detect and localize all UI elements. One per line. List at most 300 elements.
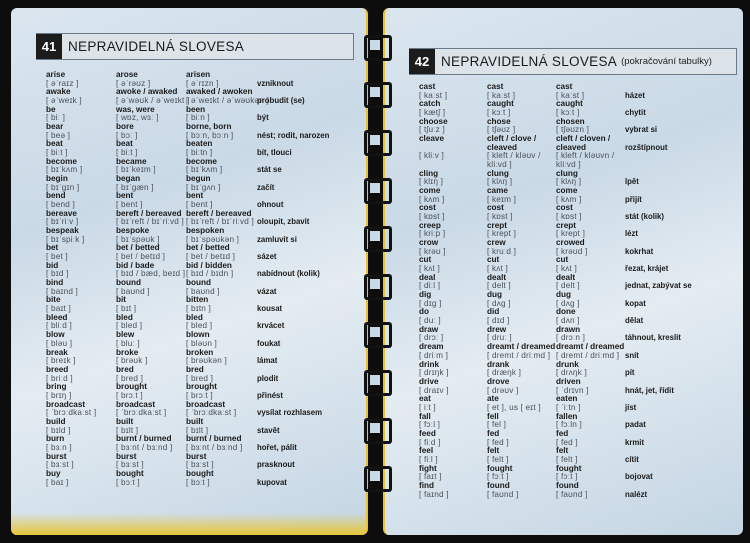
verb-form: bound — [186, 278, 212, 288]
pronunciation: [ fed ] — [487, 437, 509, 447]
pronunciation: [ bɪˈriːv ] — [46, 217, 79, 227]
page-title: NEPRAVIDELNÁ SLOVESA — [441, 54, 618, 69]
pronunciation: [ kʌt ] — [487, 264, 508, 274]
verb-form: clung — [556, 168, 578, 178]
pronunciation: [ kʌm ] — [556, 194, 582, 204]
spiral-ring — [362, 368, 390, 394]
verb-form: feed — [419, 428, 436, 438]
spiral-ring — [362, 224, 390, 250]
verb-form: dreamt / dreamed — [556, 342, 625, 352]
verb-form: cost — [556, 203, 573, 213]
translation: zamluvit si — [257, 234, 297, 244]
verb-form: bid / bade — [116, 260, 155, 270]
verb-form: eat — [419, 394, 431, 404]
spiral-ring — [362, 128, 390, 154]
verb-form: bid — [46, 260, 59, 270]
verb-form: broadcast — [46, 399, 86, 409]
verb-form: cast — [487, 82, 504, 91]
pronunciation: [ bɔːt ] — [116, 477, 140, 487]
pronunciation: [ diːl ] — [419, 281, 441, 291]
verb-form: brought — [186, 382, 217, 392]
translation: vybrat si — [625, 125, 658, 135]
pronunciation: [ bɪt ] — [116, 304, 137, 314]
verb-form: bring — [46, 382, 67, 392]
translation: hnát, jet, řídit — [625, 385, 674, 395]
verb-form: cast — [419, 82, 436, 91]
past-column — [116, 71, 189, 487]
pronunciation: [ kleft / kləʊv / — [487, 151, 541, 161]
verb-form: do — [419, 307, 430, 317]
translation: pít — [625, 368, 635, 378]
pronunciation: [ tʃəʊz ] — [487, 125, 516, 135]
pronunciation: [ drɔːn ] — [556, 333, 586, 343]
pronunciation: [ bɪˈgɪn ] — [46, 182, 80, 192]
pronunciation: [ bɪˈkʌm ] — [46, 165, 83, 175]
verb-form: dreamt / dreamed — [487, 342, 556, 352]
translation: cítit — [625, 454, 639, 464]
verb-form: dig — [419, 290, 432, 300]
spiral-ring — [362, 33, 390, 59]
verb-form: arise — [46, 70, 66, 79]
past-column — [487, 83, 555, 499]
verb-form: blown — [186, 330, 210, 340]
pronunciation: [ kaːst ] — [487, 90, 516, 100]
pronunciation: [ fel ] — [487, 420, 507, 430]
verb-form: fell — [487, 411, 499, 421]
pronunciation: [ kɒst ] — [419, 212, 445, 222]
verb-form: bet / betted — [186, 243, 230, 253]
verb-form: brought — [116, 382, 147, 392]
verb-form: burn — [46, 434, 65, 444]
spiral-ring — [362, 80, 390, 106]
pronunciation: [ kriːp ] — [419, 229, 446, 239]
verb-form: chose — [487, 116, 511, 126]
pronunciation: [ beə ] — [46, 130, 71, 140]
verb-form: felt — [487, 446, 500, 456]
pronunciation: [ biːtn ] — [186, 148, 213, 158]
pronunciation: [ bend ] — [46, 200, 75, 210]
pronunciation: [ fiːd ] — [419, 437, 441, 447]
page-number: 42 — [409, 49, 435, 74]
translation: přijít — [625, 194, 642, 204]
verb-form: bent — [116, 191, 134, 201]
pronunciation: [ wɒz, wɜː ] — [116, 113, 159, 123]
verb-form: began — [116, 174, 141, 184]
verb-form: dug — [487, 290, 503, 300]
pronunciation: [ əˈrɪzn ] — [186, 78, 219, 88]
verb-form: found — [487, 480, 510, 490]
pronunciation: [ dremt / driːmd ] — [556, 350, 620, 360]
participle-column — [556, 83, 624, 499]
verb-form: bespoke — [116, 226, 150, 236]
verb-form: dealt — [556, 272, 576, 282]
verb-form: fallen — [556, 411, 578, 421]
translation: nalézt — [625, 489, 648, 499]
translation: krvácet — [257, 321, 285, 331]
pronunciation: [ bɪˈspəʊk ] — [116, 234, 160, 244]
verb-form: bred — [186, 364, 204, 374]
pronunciation: [ bred ] — [186, 373, 214, 383]
verb-form: cut — [487, 255, 500, 265]
verb-form: burnt / burned — [116, 434, 172, 444]
pronunciation: [ fɔːln ] — [556, 420, 582, 430]
translation: oloupit, zbavit — [257, 217, 310, 227]
verb-form: cast — [556, 82, 573, 91]
pronunciation: [ kɔːt ] — [487, 108, 511, 118]
verb-form: creep — [419, 220, 441, 230]
translation: kokrhat — [625, 246, 654, 256]
translation: jednat, zabývat se — [625, 281, 692, 291]
pronunciation: [ bɜːn ] — [46, 442, 72, 452]
translation: nést; rodit, narozen — [257, 130, 330, 140]
verb-form: crow — [419, 238, 439, 248]
verb-form: cut — [419, 255, 432, 265]
verb-form: bought — [186, 468, 214, 478]
pronunciation: [ druː ] — [487, 333, 512, 343]
verb-form: came — [487, 186, 508, 196]
pronunciation: [ drɔː ] — [419, 333, 444, 343]
pronunciation: [ brɔːt ] — [186, 390, 213, 400]
verb-form: broadcast — [116, 399, 156, 409]
pronunciation: [ bet / betɪd ] — [186, 252, 236, 262]
verb-form: cost — [487, 203, 504, 213]
verb-form: bound — [116, 278, 142, 288]
verb-form: crept — [556, 220, 577, 230]
verb-form: done — [556, 307, 576, 317]
right-page — [383, 8, 743, 535]
pronunciation: [ klɪŋ ] — [419, 177, 444, 187]
infinitive-column — [419, 83, 449, 499]
pronunciation: [ bɜːnt / bɜːnd ] — [116, 442, 173, 452]
pronunciation: [ fɔːl ] — [419, 420, 441, 430]
pronunciation: [ fɔːt ] — [556, 472, 578, 482]
verb-form: bereft / bereaved — [116, 208, 182, 218]
verb-form: chosen — [556, 116, 585, 126]
pronunciation: [ kruːd ] — [487, 246, 517, 256]
verb-form: feel — [419, 446, 434, 456]
verb-form: did — [487, 307, 500, 317]
pronunciation: [ bɔːt ] — [186, 477, 210, 487]
pronunciation: [ bɪld ] — [46, 425, 71, 435]
pronunciation: [ kliːv ] — [419, 151, 444, 161]
pronunciation: [ bɪd / bɪdn ] — [186, 269, 234, 279]
pronunciation: [ fiːl ] — [419, 454, 438, 464]
verb-form: fought — [487, 463, 513, 473]
translation: vysílat rozhlasem — [257, 408, 323, 418]
translation: stavět — [257, 425, 280, 435]
verb-form: breed — [46, 364, 69, 374]
verb-form: felt — [556, 446, 569, 456]
pronunciation: [ dræŋk ] — [487, 368, 522, 378]
pronunciation: [ əˈraɪz ] — [46, 78, 79, 88]
verb-form: blew — [116, 330, 135, 340]
pronunciation: [ drʌŋk ] — [556, 368, 587, 378]
verb-form: built — [116, 416, 134, 426]
verb-form: find — [419, 480, 435, 490]
pronunciation: [ fɔːt ] — [487, 472, 509, 482]
pronunciation: [ bɪd / bæd, beɪd ] — [116, 269, 186, 279]
pronunciation: [ əˈweɪk ] — [46, 96, 82, 106]
pronunciation: [ kɒst ] — [487, 212, 513, 222]
translation: táhnout, kreslit — [625, 333, 681, 343]
pronunciation: [ ˈiːtn ] — [556, 402, 581, 412]
verb-form: become — [186, 156, 217, 166]
pronunciation: [ drəʊv ] — [487, 385, 519, 395]
pronunciation: [ keɪm ] — [487, 194, 517, 204]
verb-form: driven — [556, 376, 581, 386]
translation: vzniknout — [257, 78, 294, 88]
pronunciation: [ bɪˈkeɪm ] — [116, 165, 156, 175]
pronunciation: [ bet ] — [46, 252, 68, 262]
verb-form: come — [556, 186, 578, 196]
pronunciation: [ krept ] — [556, 229, 586, 239]
translation: být — [257, 113, 269, 123]
left-page — [11, 8, 368, 535]
pronunciation: [ faʊnd ] — [556, 489, 588, 499]
verb-form: dream — [419, 342, 444, 352]
pronunciation: [ driːm ] — [419, 350, 449, 360]
pronunciation: [ bləʊ ] — [46, 338, 73, 348]
pronunciation: [ bɔːn, bɔːn ] — [186, 130, 234, 140]
pronunciation: [ biːn ] — [186, 113, 210, 123]
pronunciation: [ dʌn ] — [556, 316, 580, 326]
verb-form: buy — [46, 468, 61, 478]
verb-form: catch — [419, 99, 441, 109]
verb-form: bind — [46, 278, 64, 288]
pronunciation: [ biːt ] — [116, 148, 138, 158]
pronunciation: [ dʌg ] — [556, 298, 580, 308]
verb-form: bleed — [46, 312, 68, 322]
verb-form: bespeak — [46, 226, 79, 236]
page-title: NEPRAVIDELNÁ SLOVESA — [68, 39, 245, 54]
pronunciation: [ brɔːt ] — [116, 390, 143, 400]
verb-form: ate — [487, 394, 499, 404]
pronunciation: [ bent ] — [186, 200, 213, 210]
spiral-ring — [362, 272, 390, 298]
translation: stát (kolik) — [625, 212, 664, 222]
spiral-ring — [362, 464, 390, 490]
verb-form: drive — [419, 376, 439, 386]
verb-form: bitten — [186, 295, 209, 305]
pronunciation: [ bent ] — [116, 200, 143, 210]
spiral-ring — [362, 416, 390, 442]
verb-form: become — [46, 156, 77, 166]
pronunciation: [ bɪˈreft / bɪˈriːvd ] — [186, 217, 255, 227]
translation: rozštípnout — [625, 142, 668, 152]
pronunciation: [ əˈweɪkt / əˈwəʊkən ] — [186, 96, 269, 106]
translation: plodit — [257, 373, 279, 383]
verb-form: crew — [487, 238, 506, 248]
verb-form: cleft / clove / — [487, 134, 537, 144]
translation: krmit — [625, 437, 645, 447]
translation: vázat — [257, 286, 277, 296]
pronunciation: [ kʌt ] — [419, 264, 440, 274]
verb-form: awaked / awoken — [186, 87, 253, 97]
translation: foukat — [257, 338, 281, 348]
czech-column — [625, 83, 692, 499]
translation: snít — [625, 350, 639, 360]
pronunciation: [ tʃuːz ] — [419, 125, 445, 135]
translation: kupovat — [257, 477, 287, 487]
verb-form: caught — [487, 99, 514, 109]
pronunciation: [ felt ] — [556, 454, 578, 464]
verb-form: bet — [46, 243, 59, 253]
pronunciation: [ kaːst ] — [556, 90, 585, 100]
verb-form: bent — [186, 191, 204, 201]
verb-form: burst — [186, 451, 207, 461]
pronunciation: [ dremt / driːmd ] — [487, 350, 551, 360]
pronunciation: [ faɪnd ] — [419, 489, 449, 499]
pronunciation: [ bɜːnt / bɜːnd ] — [186, 442, 243, 452]
pronunciation: [ draɪv ] — [419, 385, 449, 395]
verb-form: burnt / burned — [186, 434, 242, 444]
translation: ohnout — [257, 200, 284, 210]
verb-form: bought — [116, 468, 144, 478]
czech-column — [257, 71, 329, 487]
verb-form: burst — [46, 451, 67, 461]
pronunciation: [ kʌm ] — [419, 194, 445, 204]
translation: bít, tlouci — [257, 148, 292, 158]
pronunciation: [ biːt ] — [46, 148, 68, 158]
verb-form: crept — [487, 220, 508, 230]
translation: stát se — [257, 165, 282, 175]
pronunciation: [ bred ] — [116, 373, 144, 383]
spiral-ring — [362, 320, 390, 346]
verb-form: eaten — [556, 394, 578, 404]
translation: sázet — [257, 252, 277, 262]
translation: přinést — [257, 390, 283, 400]
pronunciation: [ krəʊ ] — [419, 246, 446, 256]
pronunciation: [ bɜːst ] — [116, 460, 144, 470]
verb-form: been — [186, 104, 206, 114]
pronunciation: [ bɜːst ] — [186, 460, 214, 470]
pronunciation: [ bɪˈgʌn ] — [186, 182, 221, 192]
pronunciation: [ kɒst ] — [556, 212, 582, 222]
page-header — [409, 48, 737, 75]
pronunciation: [ bɪlt ] — [186, 425, 209, 435]
pronunciation: [ kɔːt ] — [556, 108, 580, 118]
pronunciation: [ bet / betɪd ] — [116, 252, 166, 262]
translation: probudit (se) — [257, 96, 305, 106]
verb-form: bend — [46, 191, 66, 201]
pronunciation: [ kʌt ] — [556, 264, 577, 274]
translation — [625, 361, 692, 370]
pronunciation: [ baʊnd ] — [186, 286, 220, 296]
pronunciation: [ kleft / kləʊvn / — [556, 151, 615, 161]
verb-form: broadcast — [186, 399, 226, 409]
translation: bojovat — [625, 472, 653, 482]
pronunciation: [ bɔː ] — [116, 130, 138, 140]
pronunciation: [ bləʊn ] — [186, 338, 218, 348]
pronunciation: [ bɜːst ] — [46, 460, 74, 470]
pronunciation: kliːvd ] — [487, 160, 512, 170]
verb-form: bred — [116, 364, 134, 374]
pronunciation: [ fed ] — [556, 437, 578, 447]
verb-form: cut — [556, 255, 569, 265]
pronunciation: [ ˈbrɔːdkaːst ] — [116, 408, 167, 418]
pronunciation: [ baɪnd ] — [46, 286, 79, 296]
verb-form: drawn — [556, 324, 581, 334]
verb-form: bear — [46, 122, 64, 132]
verb-form: cleft / cloven / — [556, 134, 611, 144]
translation: házet — [625, 90, 645, 100]
verb-form: fall — [419, 411, 431, 421]
verb-form: begun — [186, 174, 211, 184]
verb-form: bet / betted — [116, 243, 160, 253]
pronunciation: [ kætʃ ] — [419, 108, 446, 118]
pronunciation: [ krept ] — [487, 229, 517, 239]
verb-form: cling — [419, 168, 439, 178]
pronunciation: [ delt ] — [556, 281, 580, 291]
pronunciation: [ klʌŋ ] — [487, 177, 513, 187]
verb-form: build — [46, 416, 66, 426]
translation: jíst — [625, 402, 637, 412]
page-subtitle: (pokračování tabulky) — [621, 56, 712, 67]
pronunciation: [ duː ] — [419, 316, 441, 326]
verb-form: cleave — [419, 134, 445, 144]
translation — [625, 152, 692, 161]
verb-form: clung — [487, 168, 509, 178]
verb-form: bled — [116, 312, 133, 322]
verb-form: be — [46, 104, 56, 114]
pronunciation: [ baɪt ] — [46, 304, 71, 314]
pronunciation: [ iːt ] — [419, 402, 436, 412]
page-header — [36, 33, 354, 60]
translation: lpět — [625, 177, 639, 187]
pronunciation: [ biː ] — [46, 113, 66, 123]
verb-form: bore — [116, 122, 134, 132]
verb-form: fought — [556, 463, 582, 473]
verb-form: caught — [556, 99, 583, 109]
pronunciation: kliːvd ] — [556, 160, 581, 170]
verb-form: broke — [116, 347, 139, 357]
verb-form: fed — [487, 428, 500, 438]
pronunciation: [ bliːd ] — [46, 321, 72, 331]
translation: dělat — [625, 316, 644, 326]
infinitive-column — [46, 71, 96, 487]
pronunciation: [ brɪŋ ] — [46, 390, 72, 400]
verb-form: choose — [419, 116, 448, 126]
verb-form: bled — [186, 312, 203, 322]
pronunciation: [ et ], us [ eɪt ] — [487, 402, 541, 412]
pronunciation: [ briːd ] — [46, 373, 73, 383]
pronunciation: [ kaːst ] — [419, 90, 448, 100]
verb-form: drank — [487, 359, 510, 369]
pronunciation: [ bɪˈgæn ] — [116, 182, 154, 192]
verb-form: bit — [116, 295, 127, 305]
verb-form: bite — [46, 295, 61, 305]
verb-form: burst — [116, 451, 137, 461]
translation — [625, 161, 692, 170]
pronunciation: [ ˈdrɪvn ] — [556, 385, 589, 395]
pronunciation: [ bled ] — [116, 321, 143, 331]
pronunciation: [ delt ] — [487, 281, 511, 291]
pronunciation: [ ˈbrɔːdkaːst ] — [186, 408, 237, 418]
verb-form: cleaved — [556, 142, 587, 152]
verb-form: built — [186, 416, 204, 426]
verb-form: found — [556, 480, 579, 490]
spiral-ring — [362, 176, 390, 202]
pronunciation: [ bɪˈspəʊkən ] — [186, 234, 240, 244]
verb-form: awake — [46, 87, 71, 97]
verb-form: begin — [46, 174, 68, 184]
verb-form: bereave — [46, 208, 77, 218]
verb-form: dug — [556, 290, 572, 300]
pronunciation: [ tʃəʊzn ] — [556, 125, 590, 135]
pronunciation: [ bluː ] — [116, 338, 140, 348]
pronunciation: [ əˈrəʊz ] — [116, 78, 151, 88]
pronunciation: [ krəʊd ] — [556, 246, 588, 256]
